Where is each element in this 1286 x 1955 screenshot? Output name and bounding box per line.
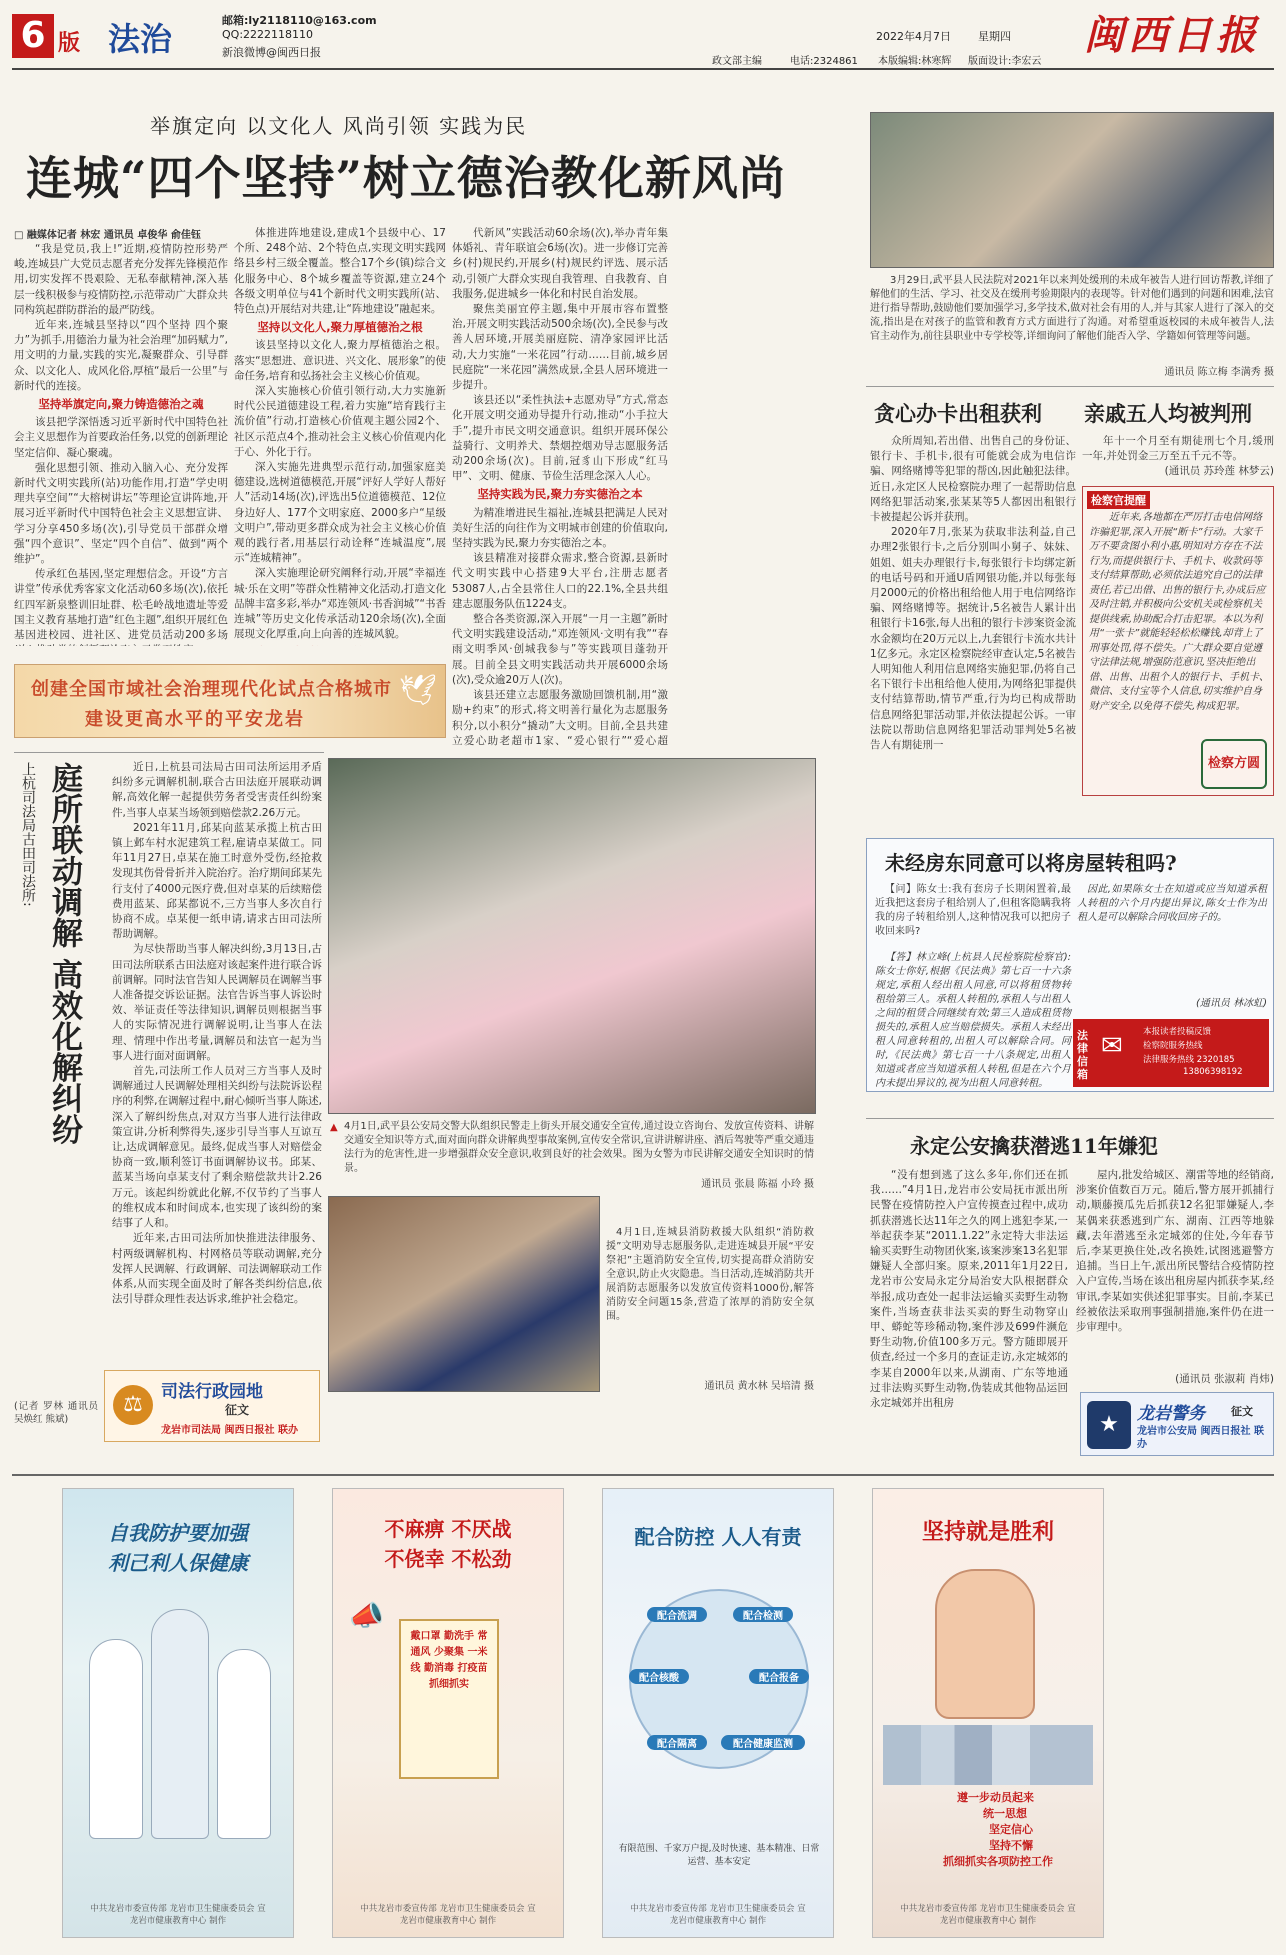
lead-column-2: [234, 226, 446, 646]
poster-4-footer-1: 中共龙岩市委宣传部 龙岩市卫生健康委员会 宣: [900, 1904, 1076, 1914]
banner-line-2: 建设更高水平的平安龙岩: [85, 709, 305, 730]
masthead-phone: 电话:2324861: [790, 56, 858, 67]
mailbox-line-2: 检察院服务热线: [1143, 1041, 1203, 1051]
masthead-duty-editor: 本版编辑:林寒辉: [878, 56, 952, 67]
judicial-logo-org: 龙岩市司法局 闽西日报社 联办: [161, 1425, 298, 1436]
poster-2-title-2: 不侥幸 不松劲: [384, 1547, 512, 1571]
poster-1-title-2: 利己利人保健康: [108, 1551, 248, 1575]
photo-caption-marker: ▲: [330, 1122, 338, 1133]
city-skyline: [883, 1725, 1093, 1785]
traffic-safety-credit: 通讯员 张晨 陈福 小玲 摄: [701, 1179, 814, 1190]
fraud-credit: (通讯员 苏玲莲 林梦云): [1164, 465, 1274, 478]
masthead-date: 2022年4月7日: [876, 30, 951, 43]
poster-3-note: 有限范围、千家万户提,及时快速、基本精准、日常运营、基本安定: [618, 1844, 820, 1867]
lead-byline: □ 融媒体记者 林宏 通讯员 卓俊华 俞佳钰: [14, 230, 201, 241]
poster-3-item: 配合健康监测: [721, 1735, 805, 1750]
poster-4-line: 抓细抓实各项防控工作: [943, 1855, 1053, 1868]
qa-title: 未经房东同意可以将房屋转租吗?: [885, 851, 1177, 875]
poster-3-item: 配合流调: [647, 1607, 707, 1622]
court-visit-photo: [870, 112, 1274, 268]
scales-icon: ⚖: [113, 1385, 153, 1425]
mediation-paragraph: 为尽快帮助当事人解决纠纷,3月13日,古田司法所联系古田法庭对该起案件进行联合诉前调解。同时法官告知人民调解员在调解当事人准备提交诉讼证据。法官告诉当事人诉讼时效、举证责任等法律知识,调解员则根据当事人的实际情况进行调解说明,让当事人在法理、情理中作出考量,调解员和法官一起为当事人进行面对面调解。: [112, 943, 322, 1062]
qa-box: [866, 838, 1274, 1092]
fraud-paragraph: 年十一个月至有期徒刑七个月,缓刑一年,并处罚金三万至五千元不等。: [1082, 435, 1274, 463]
lead-paragraph: 体推进阵地建设,建成1个县级中心、17个所、248个站、2个特色点,实现文明实践网络县乡村三级全覆盖。整合17个乡(镇)综合文化服务中心、8个城乡覆盖等资源,建立24个各级文明单位与41个新时代文明实践所(站、特色点)开展结对共建,让“阵地建设”融起来。: [234, 227, 446, 316]
masthead: [0, 0, 1286, 70]
fire-safety-credit: 通讯员 黄水林 吴培清 摄: [704, 1381, 814, 1392]
poster-3-title: 配合防控 人人有责: [634, 1525, 802, 1549]
poster-3-footer-1: 中共龙岩市委宣传部 龙岩市卫生健康委员会 宣: [630, 1904, 806, 1914]
contact-qq: QQ:2222118110: [222, 28, 314, 41]
judicial-logo-sub: 征文: [225, 1403, 250, 1417]
poster-4-title: 坚持就是胜利: [921, 1519, 1054, 1545]
lead-paragraph: 强化思想引领、推动入脑入心、充分发挥新时代文明实践所(站)功能作用,打造“学史明理共享空间”“大榕树讲坛”等理论宣讲阵地,开展习近平新时代中国特色社会主义思想宣讲、学习分享450多场(次),引导党员干部群众增强“四个意识”、坚定“四个自信”、做到“两个维护”。: [14, 461, 228, 566]
mediation-headline: 庭所联动调解 高效化解纠纷: [46, 762, 82, 1145]
contact-email: 邮箱:ly2118110@163.com: [222, 14, 377, 27]
judicial-logo-title: 司法行政园地: [161, 1382, 263, 1402]
poster-4-line: 统一思想: [983, 1807, 1027, 1820]
lead-paragraph: 近年来,连城县坚持以“四个坚持 四个聚力”为抓手,用德治力量为社会治理“加码赋力”,用文明的力量,实践的实光,凝聚群众、引导群众、以文化人、成风化俗,厚植“最后一公里”与新时代的连接。: [14, 319, 228, 392]
qa-question: 【问】陈女士:我有套房子长期闲置着,最近我把这套房子租给别人了,但租客隐瞒我将我的房子转租给别人,这种情况我可以把房子收回来吗?: [875, 884, 1071, 937]
mailbox-line-4: 13806398192: [1183, 1067, 1243, 1077]
poster-3-footer-2: 龙岩市健康教育中心 制作: [669, 1916, 767, 1926]
police-column-logo: [1080, 1392, 1274, 1456]
lead-paragraph: 该县还以“柔性执法+志愿劝导”方式,常态化开展文明交通劝导提升行动,推动“小手拉大手”,提升市民文明交通意识。组织开展环保公益骑行、文明养犬、禁烟控烟劝导志愿服务活动200余场(次)。目前,冠豸山下形成“红马甲”、文明、健康、节俭生活理念深入人心。: [452, 394, 668, 483]
lead-subhead-2: 坚持以文化人,聚力厚植德治之根: [257, 320, 423, 335]
poster-cooperate: [602, 1488, 834, 1938]
lead-kicker: 举旗定向 以文化人 风尚引领 实践为民: [150, 114, 528, 138]
banner-line-1: 创建全国市域社会治理现代化试点合格城市: [31, 679, 392, 700]
mailbox-title: 法律信箱: [1077, 1029, 1088, 1081]
lead-paragraph: 传承红色基因,坚定理想信念。开设“方言讲堂”传承优秀客家文化活动60多场(次),依托红四军新泉整训旧址群、松毛岭战地遗址等爱国主义教育基地打造“红色主题”,组织开展红色基因进校园、进社区、进党员活动200多场: [14, 568, 228, 642]
poster-4-line: 遵一步动员起来: [957, 1791, 1034, 1804]
fraud-column-right: [1082, 434, 1274, 482]
lead-paragraph: “我是党员,我上!”近期,疫情防控形势严峻,连城县广大党员志愿者充分发挥先锋模范作用,切实发挥不畏艰险、无私奉献精神,深入基层一线积极参与疫情防控,示范带动广大群众共同构筑起群防群治的最严防线。: [14, 243, 228, 316]
legal-mailbox: [1073, 1019, 1269, 1087]
poster-1-footer-1: 中共龙岩市委宣传部 龙岩市卫生健康委员会 宣: [90, 1904, 266, 1914]
megaphone-icon: 📣: [349, 1599, 384, 1632]
mediation-paragraph: 2021年11月,邱某向蓝某承揽上杭古田镇上邺车村水泥建筑工程,雇请卓某做工。同年11月27日,卓某在施工时意外受伤,经抢救发现其伤骨骨折并入院治疗。治疗期间邱某先行支付了4000元医疗费,但对卓某的后续赔偿费用蓝某、邱某都说不,三方当事人多次自行协商不成。卓某便一纸申请,请求古田司法所帮助调解。: [112, 821, 322, 941]
mail-icon: ✉: [1101, 1031, 1123, 1061]
judicial-column-logo: [104, 1370, 320, 1442]
lead-subhead-4: 坚持实践为民,聚力夯实德治之本: [477, 487, 643, 502]
poster-persistence: [872, 1488, 1104, 1938]
fugitive-credit: (通讯员 张淑莉 肖炜): [1175, 1373, 1274, 1385]
lead-paragraph: 该县还建立志愿服务激励回馈机制,用“激励+约束”的形式,将文明善行量化为志愿服务积分,以小积分“撬动”大文明。目前,全县共建立爱心助老超市1家、“爱心银行”“爱心超: [452, 689, 668, 746]
traffic-safety-photo: [328, 758, 816, 1114]
lead-headline: 连城“四个坚持”树立德治教化新风尚: [26, 151, 786, 205]
prosecutor-tip-box: [1082, 486, 1274, 796]
lead-paragraph: 深入实施理论研究阐释行动,开展“幸福连城·乐在文明”等群众性精神文化活动,打造文化品牌丰富多彩,举办“邓连领风·书香润城”“书香连城”等历史文化传承活动120余场(次),全面展现文化厚重,向上向善的连城风貌。: [234, 567, 446, 641]
fire-safety-caption: 4月1日,连城县消防救援大队组织“消防救援”文明劝导志愿服务队,走进连城县开展“平安祭祀”主题消防安全宣传,切实提高群众消防安全意识,防止火灾隐患。当日活动,连城消防共开展消防志愿服务以发放宣传资料1000份,解答消防安全问题15条,营造了浓厚的消防安全氛围。: [606, 1227, 814, 1322]
police-logo-org: 龙岩市公安局 闽西日报社 联办: [1137, 1426, 1264, 1450]
mailbox-line-1: 本报读者投稿反馈: [1143, 1027, 1212, 1037]
qa-credit: (通讯员 林冰虹): [1196, 998, 1267, 1009]
mediation-vertical-label: 上杭司法局古田司法所:: [20, 762, 36, 907]
masthead-editor: 政文部主编: [712, 56, 762, 67]
lead-paragraph: 为精准增进民生福祉,连城县把满足人民对美好生活的向往作为文明城市创建的价值取向,坚持实践为民,聚力夯实德治之本。: [452, 506, 668, 550]
poster-3-item: 配合检测: [733, 1607, 793, 1622]
police-icon: ★: [1087, 1401, 1131, 1449]
lead-column-3: [452, 226, 668, 746]
court-visit-credit: 通讯员 陈立梅 李满秀 摄: [1164, 367, 1274, 378]
poster-4-line: 坚持不懈: [989, 1839, 1033, 1852]
poster-2-title-1: 不麻痹 不厌战: [384, 1517, 512, 1541]
medical-workers-illustration: [79, 1599, 279, 1859]
jianchafangyuan-stamp: 检察方圆: [1201, 739, 1267, 789]
poster-4-line: 坚定信心: [989, 1823, 1033, 1836]
lead-paragraph: 该县把学深悟透习近平新时代中国特色社会主义思想作为首要政治任务,以党的创新理论坚定信仰、凝心聚魂。: [14, 416, 228, 459]
fire-safety-photo: [328, 1196, 600, 1392]
poster-3-item: 配合报备: [749, 1669, 809, 1684]
fraud-column-left: [870, 434, 1076, 798]
divider: [14, 752, 324, 753]
traffic-safety-caption: 4月1日,武平县公安局交警大队组织民警走上街头开展交通安全宣传,通过设立咨询台、发放宣传资料、讲解交通安全知识等方式,面对面向群众讲解典型事故案例,宣传安全常识,宣讲讲解讲座、酒后驾驶等严重交通违法行为的危害性,进一步增强群众安全意识,收到良好的社会效果。图为女警为市民讲解交通安全知识时的情景。: [344, 1121, 814, 1174]
poster-no-slack: [332, 1488, 564, 1938]
tip-text: 近年来,各地都在严厉打击电信网络诈骗犯罪,深入开展“断卡”行动。大家千万不要贪图小利小惠,明知对方存在不法行为,而提供银行卡、手机卡、收款码等支付结算帮助,必须依法追究自己的法律责任,若已出借、出售的银行卡,办成后应及时注销,并积极向公安机关或检察机关提供线索,协助配合打击犯罪。本以为利用“一张卡”就能轻轻松松赚钱,却背上了刑事处罚,得不偿失。广大群众要自觉遵守法律法规,增强防范意识,坚决拒绝出借、出售、出租个人的银行卡、手机卡、微信、支付宝等个人信息,切实维护自身财产安全,以免得不偿失,构成犯罪。: [1089, 512, 1269, 712]
lead-subhead-3: [234, 645, 446, 646]
lead-subhead-1: 坚持举旗定向,聚力铸造德治之魂: [38, 397, 204, 412]
lead-paragraph: 整合各类资源,深入开展“一月一主题”新时代文明实践建设活动,“邓连领风·文明有我”“春雨文明季风·创城我参与”等实践项目蓬勃开展。目前全县文明实践活动共开展6000余场(次),受众逾20万人(次)。: [452, 613, 668, 686]
paper-logo: 闽西日报: [1084, 12, 1260, 59]
lead-paragraph: 深入实施先进典型示范行动,加强家庭美德建设,选树道德模范,开展“评好人学好人帮好人”活动14场(次),评选出5位道德模范、12位身边好人、177个文明家庭、2000多户“星级文明户”,带动更多群众成为社会主义核心价值观的践行者,用基层行动诠释“连城温度”,展示“连城精神”。: [234, 461, 446, 565]
poster-1-title-1: 自我防护要加强: [108, 1521, 248, 1545]
qa-answer-continued: 因此,如果陈女士在知道或应当知道承租人转租的六个月内提出异议,陈女士作为出租人是可以解除合同收回房子的。: [1077, 884, 1267, 923]
poster-4-footer-2: 龙岩市健康教育中心 制作: [939, 1916, 1037, 1926]
qa-answer: 【答】林立峰(上杭县人民检察院检察官):陈女士你好,根据《民法典》第七百一十六条规定,承租人经出租人同意,可以将租赁物转租给第三人。承租人转租的,承租人与出租人之间的租赁合同继续有效;第三人造成租赁物损失的,承租人应当赔偿损失。承租人未经出租人同意转租的,出租人可以解除合同。同时,《民法典》第七百一十八条规定,出租人知道或者应当知道承租人转租,但是在六个月内未提出异议的,视为出租人同意转租。: [875, 952, 1071, 1089]
lead-paragraph: 代新风”实践活动60余场(次),举办青年集体婚礼、青年联谊会6场(次)。进一步修订完善乡(村)规民约,开展乡(村)规民约评选、展示活动,引领广大群众实现自我管理、自我教育、自我服务,促进城乡一体化和村民自治发展。: [452, 227, 668, 300]
mediation-credit: (记者 罗林 通讯员 吴焕红 熊斌): [14, 1401, 98, 1425]
divider: [866, 1118, 1274, 1119]
poster-2-footer-1: 中共龙岩市委宣传部 龙岩市卫生健康委员会 宣: [360, 1904, 536, 1914]
safety-banner: [14, 664, 446, 738]
tip-title: 检察官提醒: [1087, 491, 1150, 509]
poster-3-item: 配合隔离: [647, 1735, 707, 1750]
divider: [12, 1474, 1274, 1476]
dove-icon: 🕊: [398, 673, 437, 708]
police-logo-title: 龙岩警务: [1137, 1404, 1205, 1424]
poster-2-footer-2: 龙岩市健康教育中心 制作: [399, 1916, 497, 1926]
fugitive-column-left: “没有想到逃了这么多年,你们还在抓我……”4月1日,龙岩市公安局抚市派出所民警在疫情防控入户宣传摸查过程中,成功抓获潜逃长达11年之久的网上逃犯李某,一举起获李某“2011.1.22”永定特大非法运输买卖野生动物团伙案,该案涉案13名犯罪嫌疑人全部归案。原来,2011年1月22日,龙岩市公安局永定分局治安大队根据群众举报,成功查处一起非法运输买卖野生动物案件,当场查获非法买卖的野生动物穿山甲、蟒蛇等珍稀动物,案件涉及699件濒危野生动物,价值100多万元。警方随即展开侦查,经过一个多月的查证走访,永定城郊的李某自2000年以来,从湖南、广东等地通过非法购买野生动物,伪装成其他物品运回永定城郊并出租房: [870, 1169, 1068, 1410]
masthead-designer: 版面设计:李宏云: [968, 56, 1042, 67]
lead-column-1: [14, 242, 228, 646]
mailbox-line-3: 法律服务热线 2320185: [1143, 1055, 1235, 1065]
lead-paragraph: 该县精准对接群众需求,整合资源,县新时代文明实践中心搭建9大平台,注册志愿者53087人,占全县常住人口的22.1%,全县共组建志愿服务队伍1224支。: [452, 552, 668, 610]
poster-2-scroll: 戴口罩 勤洗手 常通风 少聚集 一米线 勤消毒 打疫苗 抓细抓实: [399, 1619, 499, 1779]
fugitive-column-right: 屋内,批发给城区、潮雷等地的经销商,涉案价值数百万元。随后,警方展开抓捕行动,顺藤摸瓜先后抓获12名犯罪嫌疑人,李某偶来获悉逃到广东、湖南、江西等地躲藏,去年潜逃至永定城郊的住处,今年春节后,李某更换住处,改名换姓,试图逃避警方追捕。当日上午,派出所民警结合疫情防控入户宣传,当场在该出租房屋内抓获李某,经审讯,李某如实供述犯罪事实。目前,李某已经被依法采取刑事强制措施,案件仍在进一步审理中。: [1076, 1169, 1274, 1334]
lead-paragraph: 聚焦美丽宜停主题,集中开展市容布置整治,开展文明实践活动500余场(次),全民参与改善人居环境,开展美丽庭院、清净家园评比活动,大力实施“一米花园”行动……目前,城乡居民庭院“一米花园”满然成景,全县人居环境进一步提升。: [452, 303, 668, 392]
section-title: 法治: [108, 20, 173, 58]
poster-3-item: 配合核酸: [629, 1669, 689, 1684]
police-logo-sub: 征文: [1231, 1405, 1253, 1418]
page-number-badge: 6: [12, 14, 54, 58]
fist-icon: [935, 1569, 1035, 1719]
fugitive-headline: 永定公安擒获潜逃11年嫌犯: [910, 1134, 1158, 1158]
fraud-paragraph: 2020年7月,张某为获取非法利益,自己办理2张银行卡,之后分别叫小舅子、妹妹、姐姐、姐夫办理银行卡,每张银行卡均绑定新的电话号码和开通U盾网银功能,并以每张每月2000元的价格出租给他人用于电信网络诈骗、网络赌博等。据统计,5名被告人累计出租银行卡16张,每人出租的银行卡涉案资金流水金额均在20万元以上,九套银行卡流水共计1亿多元。永定区检察院经审查认定,5名被告人明知他人利用信息网络实施犯罪,仍将自己名下银行卡出租给他人使用,为网络犯罪提供支付结算帮助,情节严重,行为均已构成帮助信息网络犯罪活动罪,并依法提起公诉。一审法院以帮助信息网络犯罪活动罪判处5名被告人有期徒刑一: [870, 526, 1076, 752]
fraud-headline-right: 亲戚五人均被判刑: [1084, 401, 1252, 426]
lead-paragraph: 该县坚持以文化人,聚力厚植德治之根。落实“思想进、意识进、兴文化、展形象”的使命任务,培育和弘扬社会主义核心价值观。: [234, 339, 446, 382]
mediation-paragraph: 近年来,古田司法所加快推进法律服务、村两级调解机构、村网格员等联动调解,充分发挥人民调解、行政调解、司法调解联动工作体系,从而实现全面及时了解各类纠纷信息,依法引导群众理性表达诉求,维护社会稳定。: [112, 1232, 322, 1306]
lead-paragraph: 深入实施核心价值引领行动,大力实施新时代公民道德建设工程,着力实施“培育践行主流价值”行动,打造核心价值观主题公园2个、社区示范点4个,推动社会主义核心价值观内化于心、外化于行。: [234, 385, 446, 458]
poster-self-protection: [62, 1488, 294, 1938]
fraud-headline-left: 贪心办卡出租获利: [874, 401, 1042, 426]
poster-1-footer-2: 龙岩市健康教育中心 制作: [129, 1916, 227, 1926]
mediation-text: [112, 760, 322, 1310]
masthead-rule: [12, 68, 1274, 70]
mediation-paragraph: 近日,上杭县司法局古田司法所运用矛盾纠纷多元调解机制,联合古田法庭开展联动调解,高效化解一起提供劳务者受害责任纠纷案件,当事人卓某当场领到赔偿款2.26万元。: [112, 761, 322, 819]
court-visit-caption: 3月29日,武平县人民法院对2021年以来判处缓刑的未成年被告人进行回访帮教,详细了解他们的生活、学习、社交及在缓刑考验期限内的表现等。针对他们遇到的问题和困难,法官进行指导帮助,鼓励他们要加强学习,多学技术,做对社会有用的人,并与其家人进行了深入的交流,指出是在对孩子的监管和教育方式方面进行了沟通。对希望重返校园的未成年被告人,法官主动作为,前往县职业中专学校等,详细询问了解他们能否入学、学籍如何管理等问题。: [870, 275, 1274, 342]
masthead-weekday: 星期四: [978, 30, 1011, 43]
page-unit: 版: [58, 31, 81, 56]
mediation-paragraph: 首先,司法所工作人员对三方当事人及时调解通过人民调解处理相关纠纷与法院诉讼程序的利弊,在调解过程中,耐心倾听当事人陈述,深入了解纠纷焦点,对双方当事人进行法律政策宣讲,分析利弊得失,逐步引导当事人互谅互让,达成调解意见。最终,促成当事人对赔偿金协商一致,顺利签订书面调解协议书。邱某、蓝某当场向卓某支付了剩余赔偿款共计2.26万元。该起纠纷就此化解,不仅节约了当事人的维权成本和时间成本,也实现了该纠纷的案结事了人和。: [112, 1065, 322, 1230]
contact-weibo: 新浪微博@闽西日报: [222, 46, 321, 59]
fraud-paragraph: 众所周知,若出借、出售自己的身份证、银行卡、手机卡,很有可能就会成为电信诈骗、网络赌博等犯罪的帮凶,因此触犯法律。近日,永定区人民检察院办理了一起帮助信息网络犯罪活动案,张某某等5人都因出租银行卡被提起公诉并获刑。: [870, 435, 1076, 524]
divider: [866, 386, 1274, 387]
